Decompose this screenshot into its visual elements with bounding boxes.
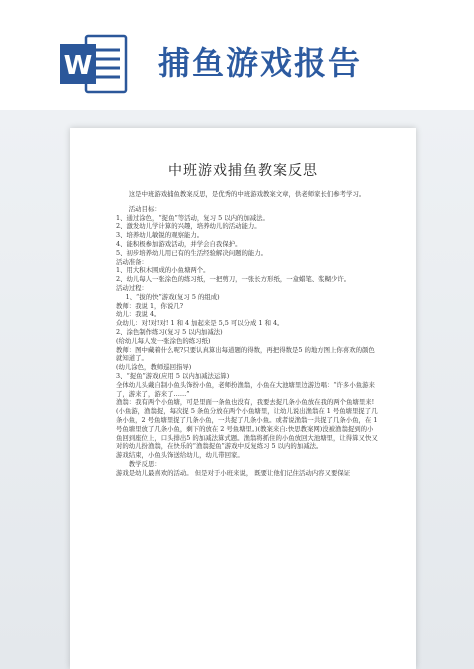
body-paragraph: 游戏结束，小鱼头饰送给幼儿，幼儿带回家。 <box>116 451 244 460</box>
list-item: 5、初步培养幼儿用已有的生活经验解决问题的能力。 <box>116 248 268 257</box>
document-body <box>116 190 378 478</box>
body-paragraph: 全体幼儿头戴自制小鱼头饰扮小鱼，老师扮渔翁，小鱼在大池塘里边游边唱：“许多小鱼游来了，游来了，游来了……” <box>116 380 375 398</box>
dialogue-line: 众幼儿：对!对!对! 1 和 4 加起来是 5,5 可以分成 1 和 4。 <box>116 319 284 328</box>
dialogue-line: 教师：我说 1，你说几? <box>116 301 184 310</box>
dialogue-line: 幼儿：我说 4。 <box>116 310 161 319</box>
body-paragraph: (小鱼游，渔翁捉，每次捉 5 条鱼分放在两个小鱼塘里，让幼儿说出渔翁在 1 号鱼塘里捉了几条小鱼，2 号鱼塘里捉了几条小鱼，一共捉了几条小鱼。或者说渔翁一共捉了几条小鱼，在 1 号鱼塘里放了几条小鱼，剩下的放在 2 号鱼塘里。)(教案来自:快思教案网)没被渔翁捉到的小鱼回到座位上，口头排出5 的加减法算式题。渔翁将抓住的小鱼放回大池塘里，让得算又快又对的幼儿扮渔翁，在快乐的“渔翁捉鱼”游戏中反复练习 5 以内的加减法。 <box>116 407 378 451</box>
list-item: 2、涂色制作练习(复习 5 以内加减法) <box>116 327 223 336</box>
document-title: 中班游戏捕鱼教案反思 <box>168 163 318 179</box>
body-paragraph: 游戏是幼儿最喜欢的活动。 但是对于小班来说， 既要让他们记住活动内容又要保证 <box>116 468 351 477</box>
section-heading: 活动准备： <box>116 257 148 266</box>
dialogue-line: 教师：图中藏着什么呢?只要认真算出每道题的得数，再把得数是5 的地方图上你喜欢的颜色就知道了。 <box>116 345 375 363</box>
section-heading: 教学反思： <box>128 459 161 468</box>
list-item: 1、“拔的快”游戏(复习 5 的组成) <box>125 292 220 301</box>
list-item: 4、能积极参加游戏活动，并学会自我保护。 <box>116 239 242 248</box>
list-item: 1、用大积木围成的小鱼塘两个。 <box>116 266 210 275</box>
section-heading: 活动过程： <box>116 283 148 292</box>
banner <box>0 0 474 110</box>
word-icon-letter: W <box>63 51 93 81</box>
note-line: (幼儿涂色，教师巡回指导) <box>116 363 192 372</box>
section-heading: 活动目标： <box>128 204 161 213</box>
word-doc-icon <box>58 32 128 96</box>
banner-title: 捕鱼游戏报告 <box>158 44 363 82</box>
note-line: (给幼儿每人发一张涂色的练习纸) <box>116 336 211 345</box>
dialogue-line: 渔翁：我有两个小鱼塘，可是里面一条鱼也没有，我要去捉几条小鱼放在我的两个鱼塘里来! <box>116 398 375 407</box>
intro-paragraph: 这是中班游戏捕鱼教案反思，是优秀的中班游戏教案文章，供老师家长们参考学习。 <box>128 190 366 198</box>
list-item: 3、培养幼儿敏锐的观察能力。 <box>116 231 204 240</box>
document-page <box>70 128 416 669</box>
list-item: 1、通过涂色，“捉鱼”等活动，复习 5 以内的加减法。 <box>116 213 269 222</box>
list-item: 2、幼儿每人一张涂色的练习纸，一把剪刀，一张长方形纸，一盒蜡笔、浆糊少许。 <box>116 275 351 284</box>
list-item: 3、“捉鱼”游戏(应用 5 以内加减法运算) <box>116 371 230 380</box>
list-item: 2、激发幼儿学计算的兴趣，培养幼儿的活动能力。 <box>116 222 261 231</box>
